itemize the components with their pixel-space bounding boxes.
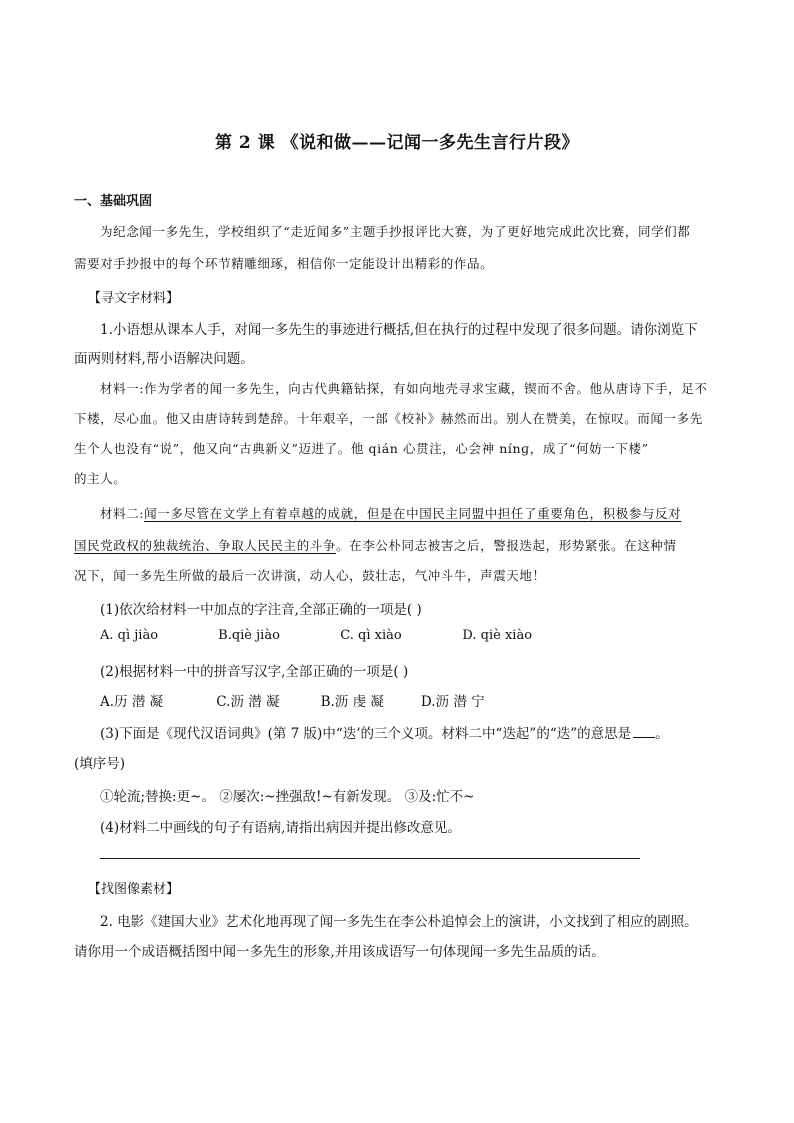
q1-line-1: 1.小语想从课本人手，对闻一多先生的事迹进行概括,但在执行的过程中发现了很多问题。请你浏览下 xyxy=(100,322,698,338)
material2-line-3: 况下，闻一多先生所做的最后一次讲演，动人心，鼓壮志，气冲斗牛，声震天地！ xyxy=(74,568,546,583)
section-heading: 一、基础巩固 xyxy=(74,194,153,209)
material2-line-1 xyxy=(100,504,681,522)
sub-question-1: (1)依次给材料一中加点的字注音,全部正确的一项是( ) xyxy=(100,602,422,618)
q2-line-2: 请你用一个成语概括图中闻一多先生的形象,并用该成语写一句体现闻一多先生品质的话。 xyxy=(74,944,605,960)
page-title: 第 2 课 《说和做——记闻一多先生言行片段》 xyxy=(214,133,580,153)
heading-image-material: 【找图像素材】 xyxy=(88,882,180,897)
sub1-options xyxy=(100,628,532,643)
sub-question-3 xyxy=(100,722,669,742)
intro-line-1: 为纪念闻一多先生，学校组织了“走近闻多”主题手抄报评比大赛，为了更好地完成此次比赛，同学们都 xyxy=(100,224,691,239)
heading-text-material: 【寻文字材料】 xyxy=(88,291,180,306)
q2-line-1: 2. 电影《建国大业》艺术化地再现了闻一多先生在李公朴追悼会上的演讲，小文找到了相应的剧照。 xyxy=(100,914,698,930)
underlined-sentence-part-1: 闻一多尽管在文学上有着卓越的成就，但是在中国民主同盟中担任了重要角色，积极参与反对 xyxy=(144,506,682,521)
material2-line-2 xyxy=(74,536,677,554)
answer-line xyxy=(100,858,640,859)
material1-line-4: 的主人。 xyxy=(74,471,127,486)
option-b: B.沥 虔 凝 xyxy=(320,694,384,710)
sub3-senses: ①轮流;替换:更~。 ②屡次:~挫强敌!~有新发现。 ③及:忙不~ xyxy=(100,789,475,805)
option-a: A.历 潜 凝 xyxy=(100,694,164,710)
underlined-sentence-part-2: 国民党政权的独裁统治、争取人民民主的斗争 xyxy=(74,538,337,553)
option-c: C.沥 潜 凝 xyxy=(216,694,280,710)
intro-line-2: 需要对手抄报中的每个环节精雕细琢，相信你一定能设计出精彩的作品。 xyxy=(74,256,494,271)
sub2-options xyxy=(100,690,485,710)
answer-blank xyxy=(633,737,655,738)
material1-line-1: 材料一:作为学者的闻一多先生，向古代典籍钻探，有如向地壳寻求宝藏，锲而不舍。他从唐诗下手，足不 xyxy=(100,381,708,396)
sub3-line-2: (填序号) xyxy=(74,756,126,772)
material2-rest: 。在李公朴同志被害之后，警报迭起，形势紧张。在这种情 xyxy=(336,538,677,553)
q1-line-2: 面两则材料,帮小语解决问题。 xyxy=(74,351,254,367)
material2-prefix: 材料二: xyxy=(100,506,145,521)
sub-question-4: (4)材料二中画线的句子有语病,请指出病因并提出修改意见。 xyxy=(100,820,461,836)
option-d: D. qiè xiào xyxy=(462,628,533,643)
option-c: C. qì xiào xyxy=(340,628,402,643)
option-d: D.沥 潜 宁 xyxy=(420,694,485,710)
option-a: A. qì jiào xyxy=(100,628,159,643)
sub3-tail: 。 xyxy=(655,726,669,742)
sub-question-2: (2)根据材料一中的拼音写汉字,全部正确的一项是( ) xyxy=(100,664,409,680)
sub3-question-text: (3)下面是《现代汉语词典》(第 7 版)中“迭’的三个义项。材料二中“迭起”的“迭”的意思是 xyxy=(100,726,632,742)
option-b: B.qiè jiào xyxy=(218,628,280,643)
material1-line-3: 生个人也没有“说”，他又向“古典新义”迈进了。他 qián 心贯注，心会神 nínɡ，成了“何妨一下楼” xyxy=(74,441,649,456)
material1-line-2: 下楼，尽心血。他又由唐诗转到楚辞。十年艰辛，一部《校补》赫然而出。别人在赞美，在惊叹。而闻一多先 xyxy=(74,411,703,426)
